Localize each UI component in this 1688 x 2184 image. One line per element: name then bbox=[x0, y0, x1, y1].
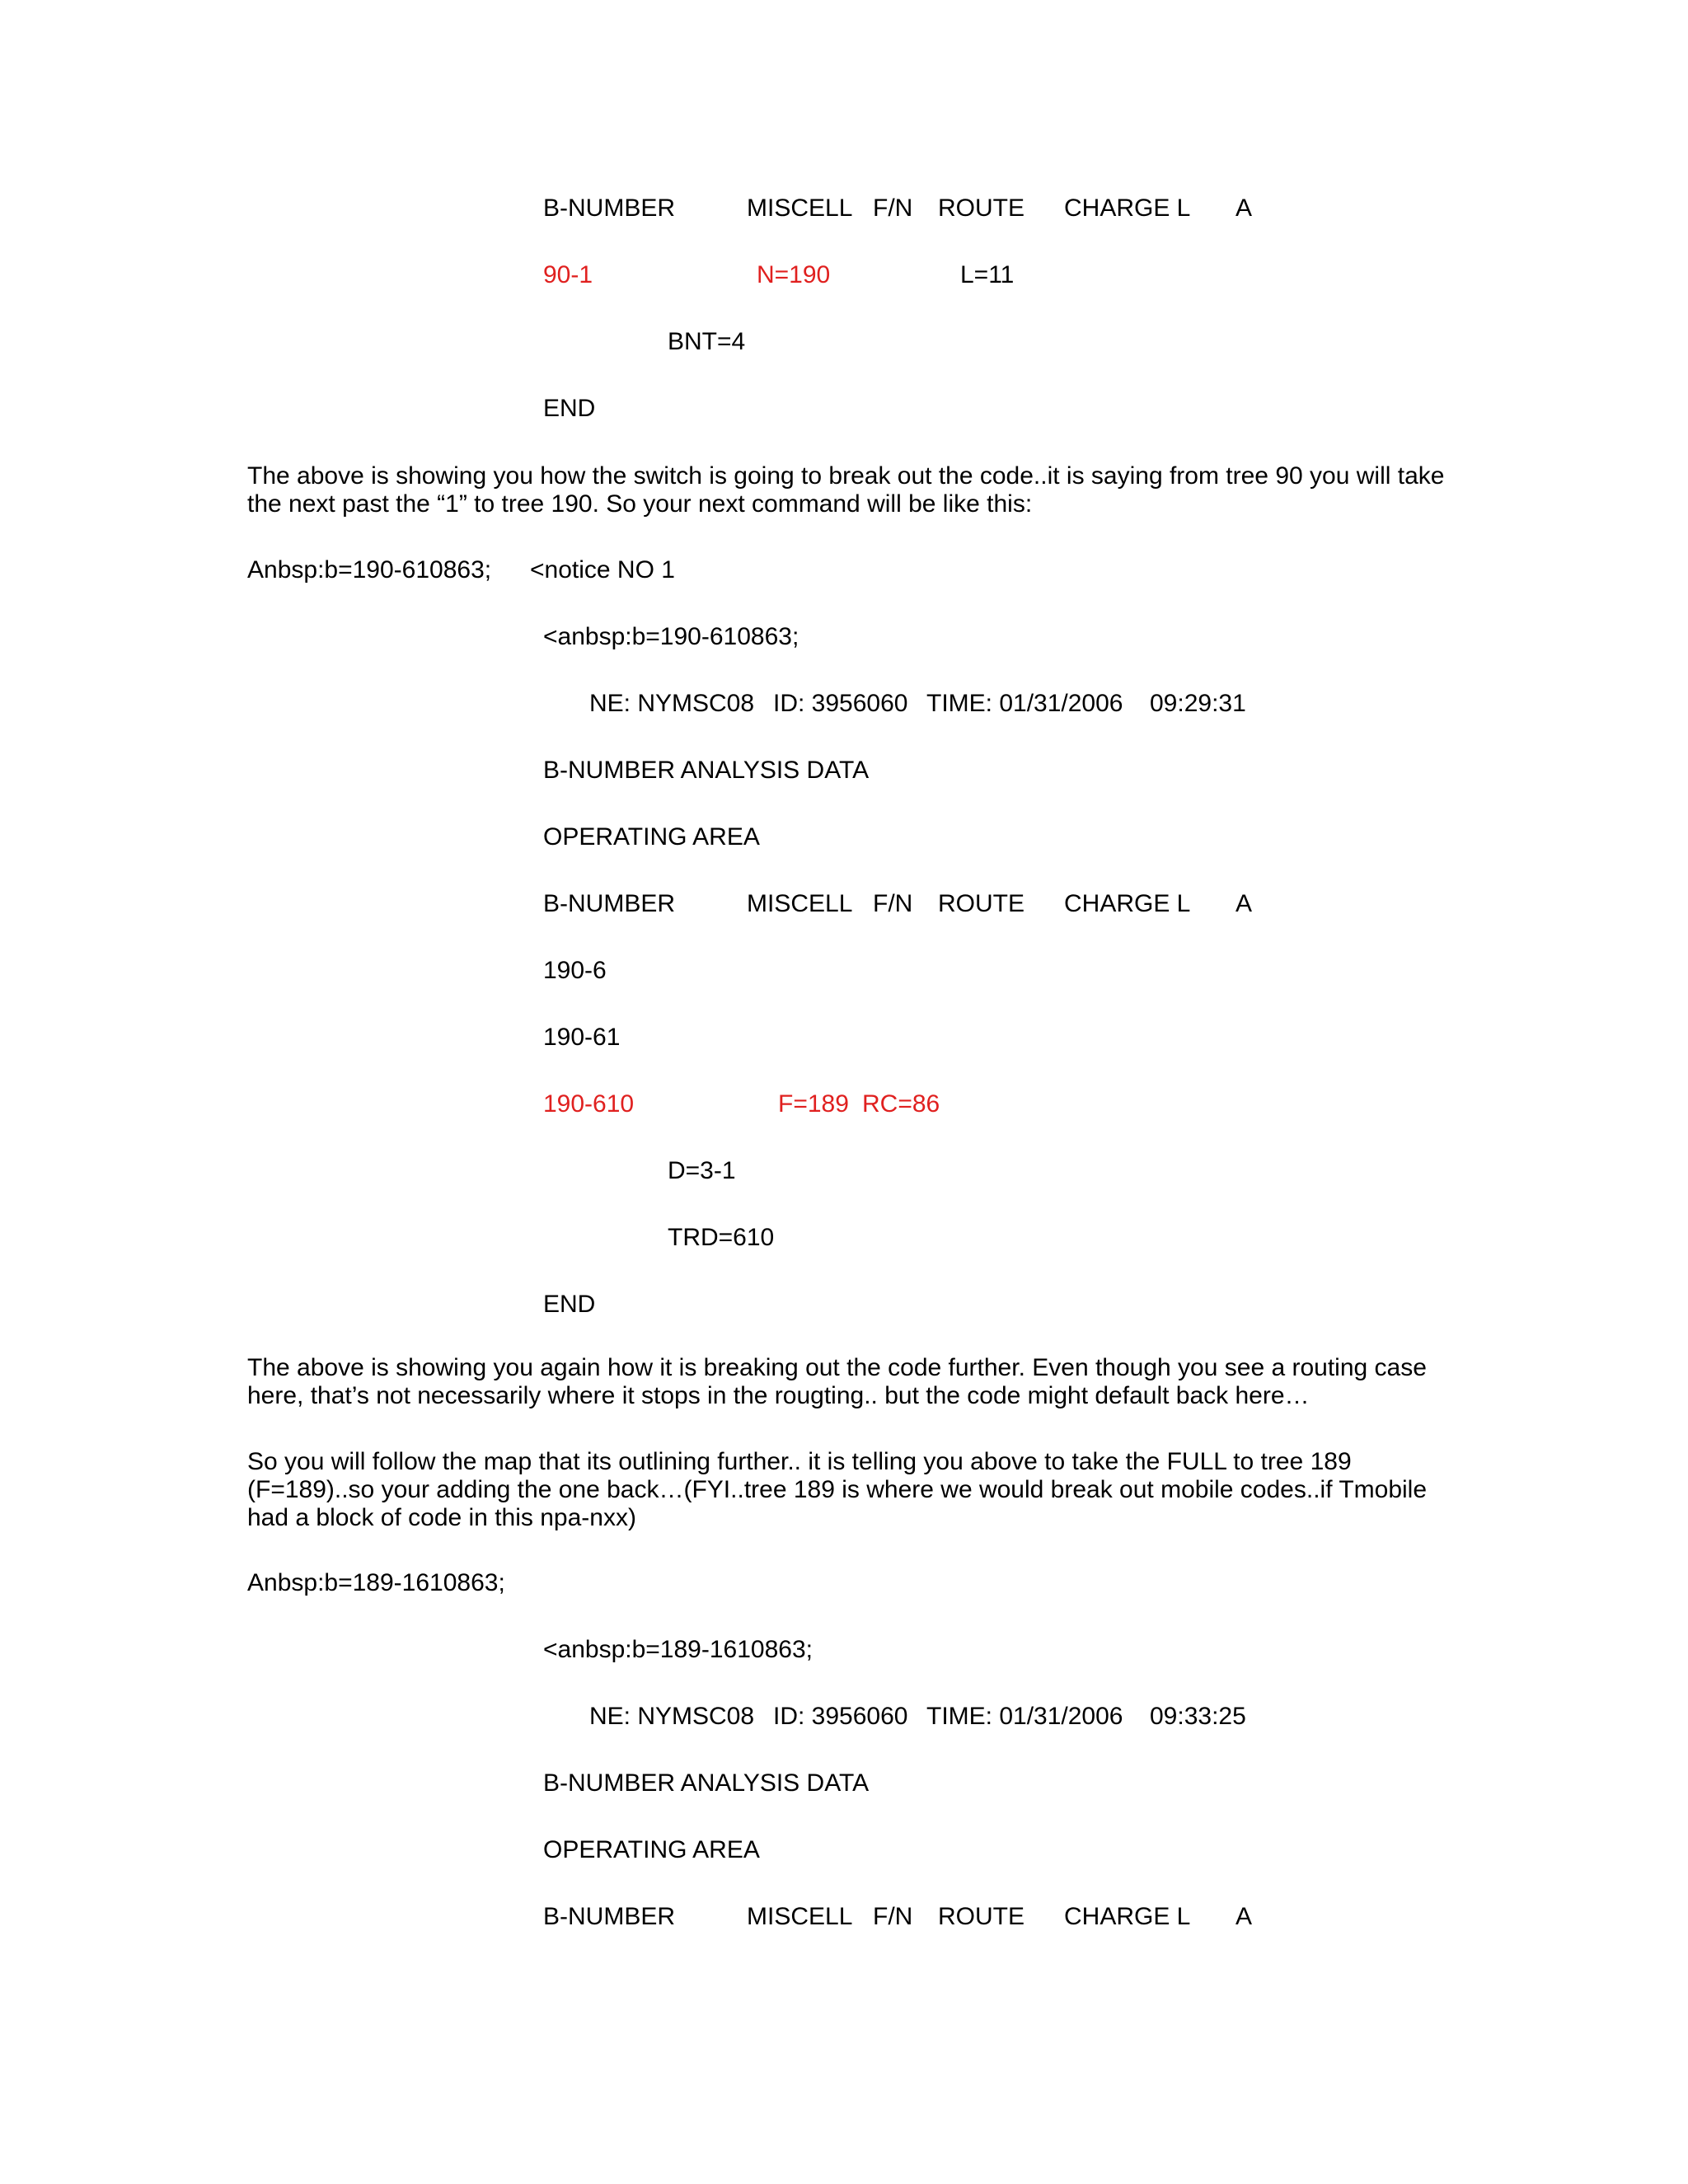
id-label-1: ID: 3956060 bbox=[773, 690, 908, 717]
header-a-1: A bbox=[1236, 194, 1253, 222]
header-a-3: A bbox=[1236, 1903, 1253, 1930]
header-miscell-1: MISCELL bbox=[747, 194, 853, 222]
end-marker-1: END bbox=[543, 395, 596, 422]
header-fn-2: F/N bbox=[873, 890, 913, 917]
ne-label-2: NE: NYMSC08 bbox=[589, 1703, 755, 1730]
header-b-number-1: B-NUMBER bbox=[543, 194, 676, 222]
header-a-2: A bbox=[1236, 890, 1253, 917]
explanation-paragraph-1: The above is showing you how the switch is going to break out the code..it is saying from tree 90 you will take the next past the “1” to tree 190. So your next command will be like this: bbox=[247, 462, 1445, 518]
ne-label-1: NE: NYMSC08 bbox=[589, 690, 755, 717]
fn-value-f189: F=189 bbox=[778, 1090, 849, 1118]
command-echo-1: <anbsp:b=190-610863; bbox=[543, 623, 799, 650]
b-number-code-90-1: 90-1 bbox=[543, 261, 593, 288]
header-charge-l-3: CHARGE L bbox=[1064, 1903, 1191, 1930]
header-fn-3: F/N bbox=[873, 1903, 913, 1930]
header-miscell-2: MISCELL bbox=[747, 890, 853, 917]
trd-value: TRD=610 bbox=[668, 1224, 775, 1251]
operating-area-2: OPERATING AREA bbox=[543, 1836, 760, 1863]
header-b-number-2: B-NUMBER bbox=[543, 890, 676, 917]
end-marker-2: END bbox=[543, 1291, 596, 1318]
header-route-3: ROUTE bbox=[938, 1903, 1025, 1930]
next-tree-value: N=190 bbox=[757, 261, 831, 288]
header-charge-l-1: CHARGE L bbox=[1064, 194, 1191, 222]
bnt-value: BNT=4 bbox=[668, 328, 746, 355]
d-value: D=3-1 bbox=[668, 1157, 736, 1184]
explanation-paragraph-2: The above is showing you again how it is breaking out the code further. Even though you see a routing case here, that’s not necessarily where it stops in the rougting.. but the code might default back here… bbox=[247, 1354, 1427, 1409]
header-route-2: ROUTE bbox=[938, 890, 1025, 917]
id-label-2: ID: 3956060 bbox=[773, 1703, 908, 1730]
command-echo-2: <anbsp:b=189-1610863; bbox=[543, 1636, 813, 1663]
header-charge-l-2: CHARGE L bbox=[1064, 890, 1191, 917]
header-miscell-3: MISCELL bbox=[747, 1903, 853, 1930]
command-line-2: Anbsp:b=189-1610863; bbox=[247, 1569, 505, 1596]
b-number-row-190-6: 190-6 bbox=[543, 957, 607, 984]
header-route-1: ROUTE bbox=[938, 194, 1025, 222]
length-value: L=11 bbox=[960, 261, 1015, 288]
analysis-title-2: B-NUMBER ANALYSIS DATA bbox=[543, 1769, 870, 1797]
command-note: <notice NO 1 bbox=[530, 556, 675, 583]
clock-value-2: 09:33:25 bbox=[1150, 1703, 1246, 1730]
b-number-row-190-610: 190-610 bbox=[543, 1090, 635, 1118]
b-number-row-190-61: 190-61 bbox=[543, 1024, 621, 1051]
routing-case-value: RC=86 bbox=[862, 1090, 940, 1118]
command-line-1: Anbsp:b=190-610863; bbox=[247, 556, 492, 583]
operating-area-1: OPERATING AREA bbox=[543, 823, 760, 851]
time-label-2: TIME: 01/31/2006 bbox=[926, 1703, 1123, 1730]
explanation-paragraph-3: So you will follow the map that its outlining further.. it is telling you above to take the FULL to tree 189 (F=189)..so your adding the one back…(FYI..tree 189 is where we would break out mobile codes..if Tmobile had a block of code in this npa-nxx) bbox=[247, 1448, 1428, 1531]
analysis-title-1: B-NUMBER ANALYSIS DATA bbox=[543, 757, 870, 784]
time-label-1: TIME: 01/31/2006 bbox=[926, 690, 1123, 717]
header-b-number-3: B-NUMBER bbox=[543, 1903, 676, 1930]
header-fn-1: F/N bbox=[873, 194, 913, 222]
clock-value-1: 09:29:31 bbox=[1150, 690, 1246, 717]
